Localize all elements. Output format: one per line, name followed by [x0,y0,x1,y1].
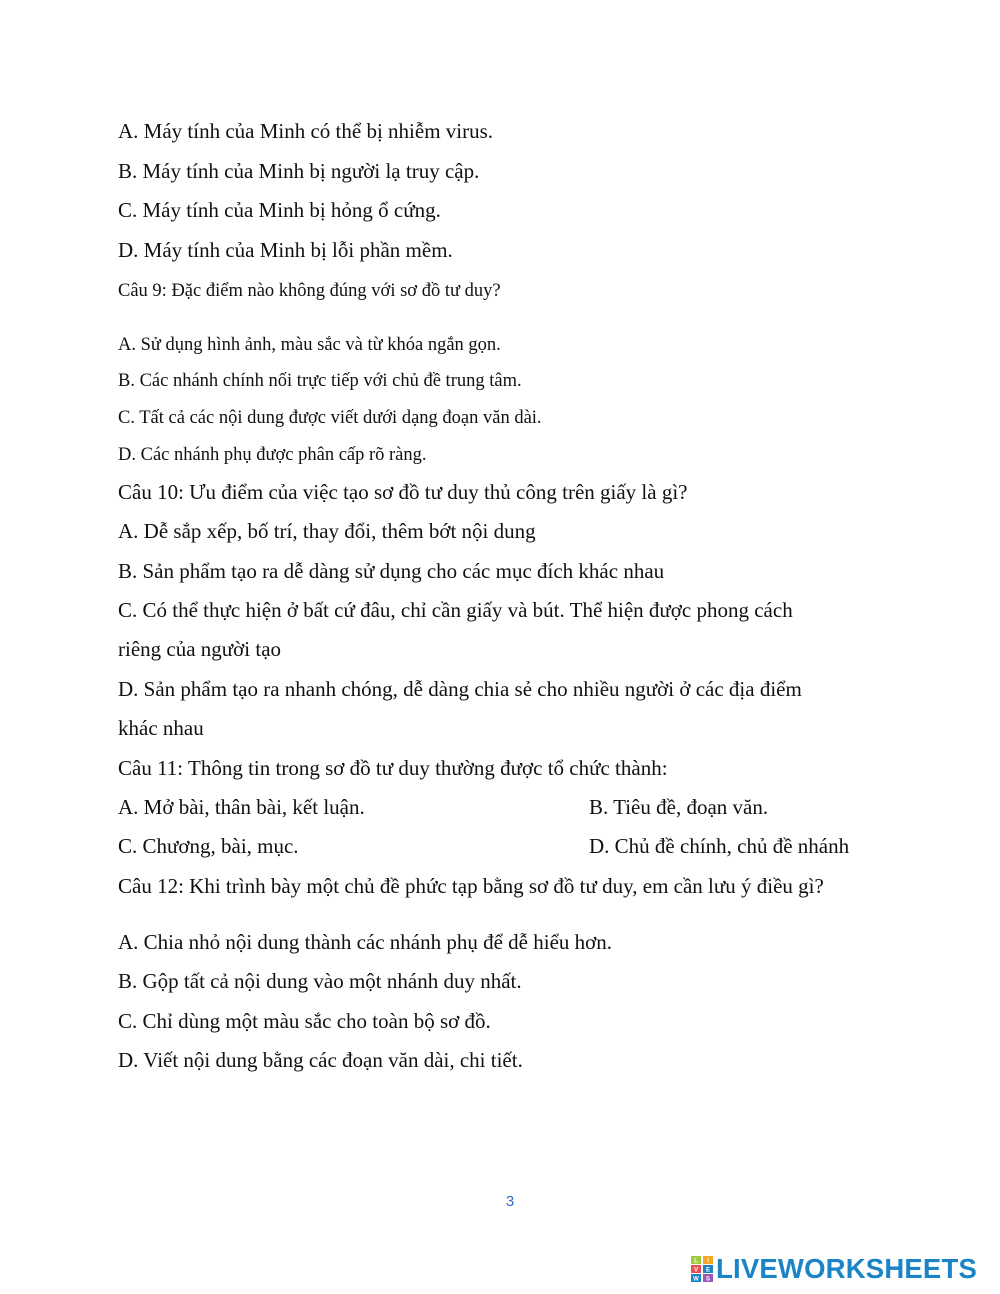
q9-option-c: C. Tất cả các nội dung được viết dưới dạng đoạn văn dài. [118,408,542,428]
svg-text:E: E [705,1267,711,1274]
q12-option-d: D. Viết nội dung bằng các đoạn văn dài, chi tiết. [118,1048,523,1072]
q9-option-d: D. Các nhánh phụ được phân cấp rõ ràng. [118,445,427,465]
q11-question: Câu 11: Thông tin trong sơ đồ tư duy thường được tổ chức thành: [118,756,668,780]
q10-question: Câu 10: Ưu điểm của việc tạo sơ đồ tư duy thủ công trên giấy là gì? [118,480,688,504]
q12-question: Câu 12: Khi trình bày một chủ đề phức tạp bằng sơ đồ tư duy, em cần lưu ý điều gì? [118,874,824,898]
q9-option-a: A. Sử dụng hình ảnh, màu sắc và từ khóa ngắn gọn. [118,335,501,355]
svg-text:L: L [694,1258,698,1265]
q8-option-d: D. Máy tính của Minh bị lỗi phần mềm. [118,238,453,262]
q12-option-b: B. Gộp tất cả nội dung vào một nhánh duy nhất. [118,969,522,993]
liveworksheets-wordmark: LIVEWORKSHEETS [716,1253,978,1284]
q10-option-b: B. Sản phẩm tạo ra dễ dàng sử dụng cho các mục đích khác nhau [118,559,665,583]
q8-option-a: A. Máy tính của Minh có thể bị nhiễm virus. [118,119,494,143]
liveworksheets-brand[interactable] [691,1252,977,1286]
svg-text:S: S [705,1276,711,1282]
liveworksheets-logo-icon [691,1256,713,1282]
svg-text:I: I [707,1258,709,1265]
q12-option-a: A. Chia nhỏ nội dung thành các nhánh phụ để dễ hiểu hơn. [118,930,613,954]
q12-option-c: C. Chỉ dùng một màu sắc cho toàn bộ sơ đồ. [118,1009,491,1033]
q9-question: Câu 9: Đặc điểm nào không đúng với sơ đồ tư duy? [118,281,501,301]
svg-text:V: V [693,1267,699,1274]
q8-option-b: B. Máy tính của Minh bị người lạ truy cập. [118,159,480,183]
q11-option-a: A. Mở bài, thân bài, kết luận. [118,795,365,819]
q10-option-a: A. Dễ sắp xếp, bố trí, thay đổi, thêm bớt nội dung [118,519,536,543]
page-number: 3 [505,1193,515,1210]
q11-option-b: B. Tiêu đề, đoạn văn. [589,795,769,819]
q10-option-c-continued: riêng của người tạo [118,637,282,661]
q11-option-d: D. Chủ đề chính, chủ đề nhánh [589,834,850,858]
q11-option-c: C. Chương, bài, mục. [118,834,299,858]
q10-option-d: D. Sản phẩm tạo ra nhanh chóng, dễ dàng chia sẻ cho nhiều người ở các địa điểm [118,677,802,701]
q9-option-b: B. Các nhánh chính nối trực tiếp với chủ đề trung tâm. [118,371,522,391]
q8-option-c: C. Máy tính của Minh bị hỏng ổ cứng. [118,198,441,222]
q10-option-c: C. Có thể thực hiện ở bất cứ đâu, chỉ cần giấy và bút. Thể hiện được phong cách [118,598,793,622]
svg-text:W: W [693,1276,699,1282]
q10-option-d-continued: khác nhau [118,716,204,740]
